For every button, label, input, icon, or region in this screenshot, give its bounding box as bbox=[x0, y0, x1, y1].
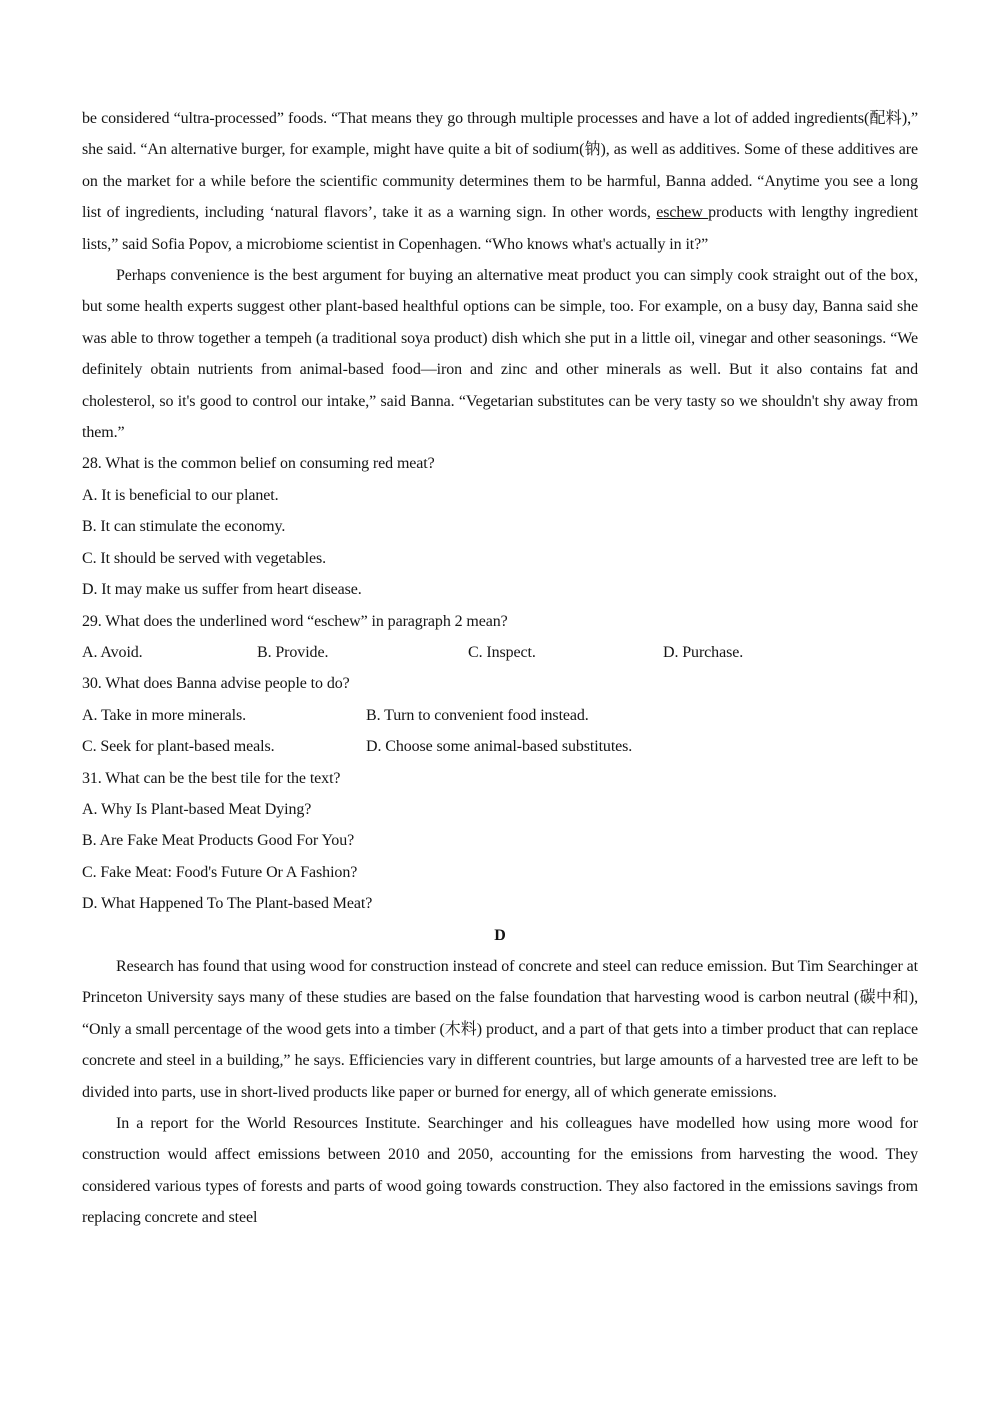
question-30-option-c: C. Seek for plant-based meals. bbox=[82, 738, 275, 756]
question-31-option-a: A. Why Is Plant-based Meat Dying? bbox=[82, 800, 312, 818]
question-30-option-a: A. Take in more minerals. bbox=[82, 706, 247, 724]
question-31-stem: 31. What can be the best tile for the text? bbox=[82, 769, 341, 787]
passage-c-paragraph-continued bbox=[82, 103, 918, 260]
question-29-option-d: D. Purchase. bbox=[663, 643, 744, 661]
passage-text-after-underline: products with lengthy ingredient lists,” said Sofia Popov, a microbiome scientist in Copenhagen. “Who knows what's actually in it?” bbox=[82, 204, 919, 253]
question-28-option-b: B. It can stimulate the economy. bbox=[82, 518, 286, 536]
question-28-stem: 28. What is the common belief on consuming red meat? bbox=[82, 455, 435, 473]
question-30-option-b: B. Turn to convenient food instead. bbox=[366, 706, 589, 724]
question-29-option-a: A. Avoid. bbox=[82, 643, 143, 661]
question-29-option-b: B. Provide. bbox=[257, 643, 329, 661]
question-30-options-row-2 bbox=[82, 731, 918, 762]
question-30-option-d: D. Choose some animal-based substitutes. bbox=[366, 738, 633, 756]
question-31-option-c: C. Fake Meat: Food's Future Or A Fashion? bbox=[82, 863, 358, 881]
question-30-options-row-1 bbox=[82, 700, 918, 731]
question-29-option-c: C. Inspect. bbox=[468, 643, 536, 661]
question-28-option-c: C. It should be served with vegetables. bbox=[82, 549, 327, 567]
question-29-options-row bbox=[82, 637, 918, 668]
question-31-option-d: D. What Happened To The Plant-based Meat? bbox=[82, 895, 373, 913]
passage-text-before-underline: be considered “ultra-processed” foods. “That means they go through multiple processes and have a lot of added ingredients(配料),” she said. “An alternative burger, for example, might have quite a bit of sodium(钠), as well as additives. Some of these additives are on the market for a while before the scientific community determines them to be harmful, Banna added. “Anytime you see a long list of ingredients, including ‘natural flavors’, take it as a warning sign. In other words, bbox=[82, 110, 918, 222]
underlined-word-eschew: eschew bbox=[656, 204, 709, 222]
question-29-stem: 29. What does the underlined word “eschew” in paragraph 2 mean? bbox=[82, 612, 508, 630]
question-30-stem: 30. What does Banna advise people to do? bbox=[82, 675, 350, 693]
question-28-option-d: D. It may make us suffer from heart disease. bbox=[82, 581, 362, 599]
section-d-paragraph-1: Research has found that using wood for construction instead of concrete and steel can reduce emission. But Tim Searchinger at Princeton University says many of these studies are based on the false foundation that harvesting wood is carbon neutral (碳中和), “Only a small percentage of the wood gets into a timber (木料) product, and a part of that gets into a timber product that can replace concrete and steel in a building,” he says. Efficiencies vary in different countries, but large amounts of a harvested tree are left to be divided into parts, use in short-lived products like paper or burned for energy, all of which generate emissions. bbox=[82, 957, 918, 1101]
section-d-paragraph-2: In a report for the World Resources Institute. Searchinger and his colleagues have modelled how using more wood for construction would affect emissions between 2010 and 2050, accounting for the emissions from harvesting the wood. They considered various types of forests and parts of wood going towards construction. They also factored in the emissions savings from replacing concrete and steel bbox=[82, 1115, 918, 1227]
section-d-heading: D bbox=[494, 926, 506, 944]
question-28-option-a: A. It is beneficial to our planet. bbox=[82, 486, 279, 504]
question-31-option-b: B. Are Fake Meat Products Good For You? bbox=[82, 832, 355, 850]
passage-c-paragraph-2: Perhaps convenience is the best argument for buying an alternative meat product you can simply cook straight out of the box, but some health experts suggest other plant-based healthful options can be simple, too. For example, on a busy day, Banna said she was able to throw together a tempeh (a traditional soya product) dish which she put in a little oil, vinegar and other seasonings. “We definitely obtain nutrients from animal-based food—iron and zinc and other minerals as well. But it also contains fat and cholesterol, so it's good to control our intake,” said Banna. “Vegetarian substitutes can be very tasty so we shouldn't shy away from them.” bbox=[82, 267, 918, 442]
